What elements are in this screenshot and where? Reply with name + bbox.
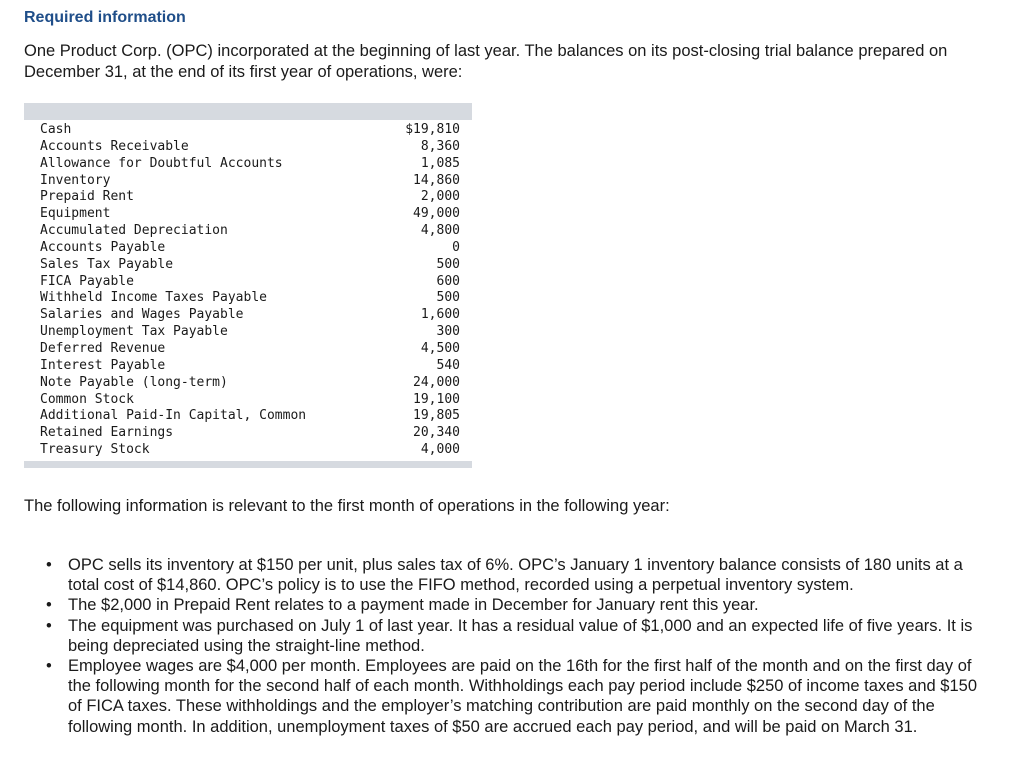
table-row bbox=[24, 375, 472, 392]
account-amount: 4,800 bbox=[420, 223, 460, 239]
intro-paragraph: One Product Corp. (OPC) incorporated at the beginning of last year. The balances on its post-closing trial balance prepared on December 31, at the end of its first year of operations, were: bbox=[24, 42, 948, 81]
account-amount: 4,000 bbox=[420, 442, 460, 458]
table-row bbox=[24, 173, 472, 190]
table-footer-band bbox=[24, 461, 472, 468]
bullet-icon: • bbox=[46, 556, 52, 574]
account-name: FICA Payable bbox=[40, 273, 134, 289]
table-row bbox=[24, 425, 472, 442]
account-name: Accounts Payable bbox=[40, 239, 166, 255]
account-name: Additional Paid-In Capital, Common bbox=[40, 408, 307, 424]
account-amount: 0 bbox=[452, 239, 460, 255]
account-amount: 2,000 bbox=[420, 189, 460, 205]
table-row bbox=[24, 408, 472, 425]
table-row bbox=[24, 240, 472, 257]
table-row bbox=[24, 358, 472, 375]
trial-balance-table bbox=[24, 103, 472, 468]
table-row bbox=[24, 274, 472, 291]
table-row bbox=[24, 206, 472, 223]
account-amount: 1,600 bbox=[420, 307, 460, 323]
account-amount: 300 bbox=[436, 324, 460, 340]
table-row bbox=[24, 392, 472, 409]
account-name: Salaries and Wages Payable bbox=[40, 307, 244, 323]
account-name: Allowance for Doubtful Accounts bbox=[40, 155, 283, 171]
account-amount: 540 bbox=[436, 357, 460, 373]
account-amount: 49,000 bbox=[413, 206, 460, 222]
table-row bbox=[24, 290, 472, 307]
table-row bbox=[24, 189, 472, 206]
account-name: Sales Tax Payable bbox=[40, 256, 174, 272]
account-amount: 20,340 bbox=[413, 425, 460, 441]
account-amount: 8,360 bbox=[420, 138, 460, 154]
table-row bbox=[24, 442, 472, 459]
bullet-icon: • bbox=[46, 616, 52, 635]
table-row bbox=[24, 257, 472, 274]
table-row bbox=[24, 307, 472, 324]
info-bullet-list bbox=[24, 555, 984, 737]
account-amount: 600 bbox=[436, 273, 460, 289]
account-amount: $19,810 bbox=[405, 122, 460, 137]
account-name: Equipment bbox=[40, 206, 111, 222]
trial-balance-rows bbox=[24, 122, 472, 459]
account-amount: 4,500 bbox=[420, 340, 460, 356]
bullet-icon: • bbox=[46, 596, 52, 615]
account-name: Cash bbox=[40, 122, 72, 137]
account-name: Accumulated Depreciation bbox=[40, 223, 228, 239]
account-amount: 500 bbox=[436, 290, 460, 306]
bullet-text: OPC sells its inventory at $150 per unit, plus sales tax of 6%. OPC’s January 1 inventory balance consists of 180 units at a total cost of $14,860. OPC’s policy is to use the FIFO method, recorded using a perpetual inventory system. bbox=[68, 556, 963, 595]
account-name: Prepaid Rent bbox=[40, 189, 134, 205]
account-name: Interest Payable bbox=[40, 357, 166, 373]
table-row bbox=[24, 139, 472, 156]
account-name: Common Stock bbox=[40, 391, 134, 407]
table-row bbox=[24, 156, 472, 173]
section-heading: Required information bbox=[24, 9, 186, 26]
list-item bbox=[24, 656, 984, 737]
account-name: Withheld Income Taxes Payable bbox=[40, 290, 267, 306]
account-amount: 1,085 bbox=[420, 155, 460, 171]
table-row bbox=[24, 223, 472, 240]
list-item bbox=[24, 555, 984, 595]
table-row bbox=[24, 324, 472, 341]
account-name: Unemployment Tax Payable bbox=[40, 324, 228, 340]
account-name: Treasury Stock bbox=[40, 442, 150, 458]
account-name: Accounts Receivable bbox=[40, 138, 189, 154]
account-amount: 19,100 bbox=[413, 391, 460, 407]
bullet-text: The $2,000 in Prepaid Rent relates to a payment made in December for January rent this year. bbox=[68, 596, 759, 615]
account-amount: 14,860 bbox=[413, 172, 460, 188]
following-info-paragraph: The following information is relevant to the first month of operations in the following year: bbox=[24, 497, 670, 515]
account-amount: 24,000 bbox=[413, 374, 460, 390]
account-name: Deferred Revenue bbox=[40, 340, 166, 356]
account-name: Inventory bbox=[40, 172, 111, 188]
bullet-text: Employee wages are $4,000 per month. Employees are paid on the 16th for the first half of the month and on the first day of the following month for the second half of each month. Withholdings each pay period include $250 of income taxes and $150 of FICA taxes. These withholdings and the employer’s matching contribution are paid monthly on the second day of the following month. In addition, unemployment taxes of $50 are accrued each pay period, and will be paid on March 31. bbox=[68, 657, 977, 736]
account-amount: 19,805 bbox=[413, 408, 460, 424]
table-row bbox=[24, 122, 472, 139]
account-name: Retained Earnings bbox=[40, 425, 174, 441]
table-row bbox=[24, 341, 472, 358]
list-item bbox=[24, 616, 984, 656]
account-name: Note Payable (long-term) bbox=[40, 374, 228, 390]
bullet-icon: • bbox=[46, 657, 52, 676]
table-header-band bbox=[24, 103, 472, 120]
bullet-text: The equipment was purchased on July 1 of last year. It has a residual value of $1,000 and an expected life of five years. It is being depreciated using the straight-line method. bbox=[68, 616, 973, 655]
list-item bbox=[24, 595, 984, 615]
account-amount: 500 bbox=[436, 256, 460, 272]
